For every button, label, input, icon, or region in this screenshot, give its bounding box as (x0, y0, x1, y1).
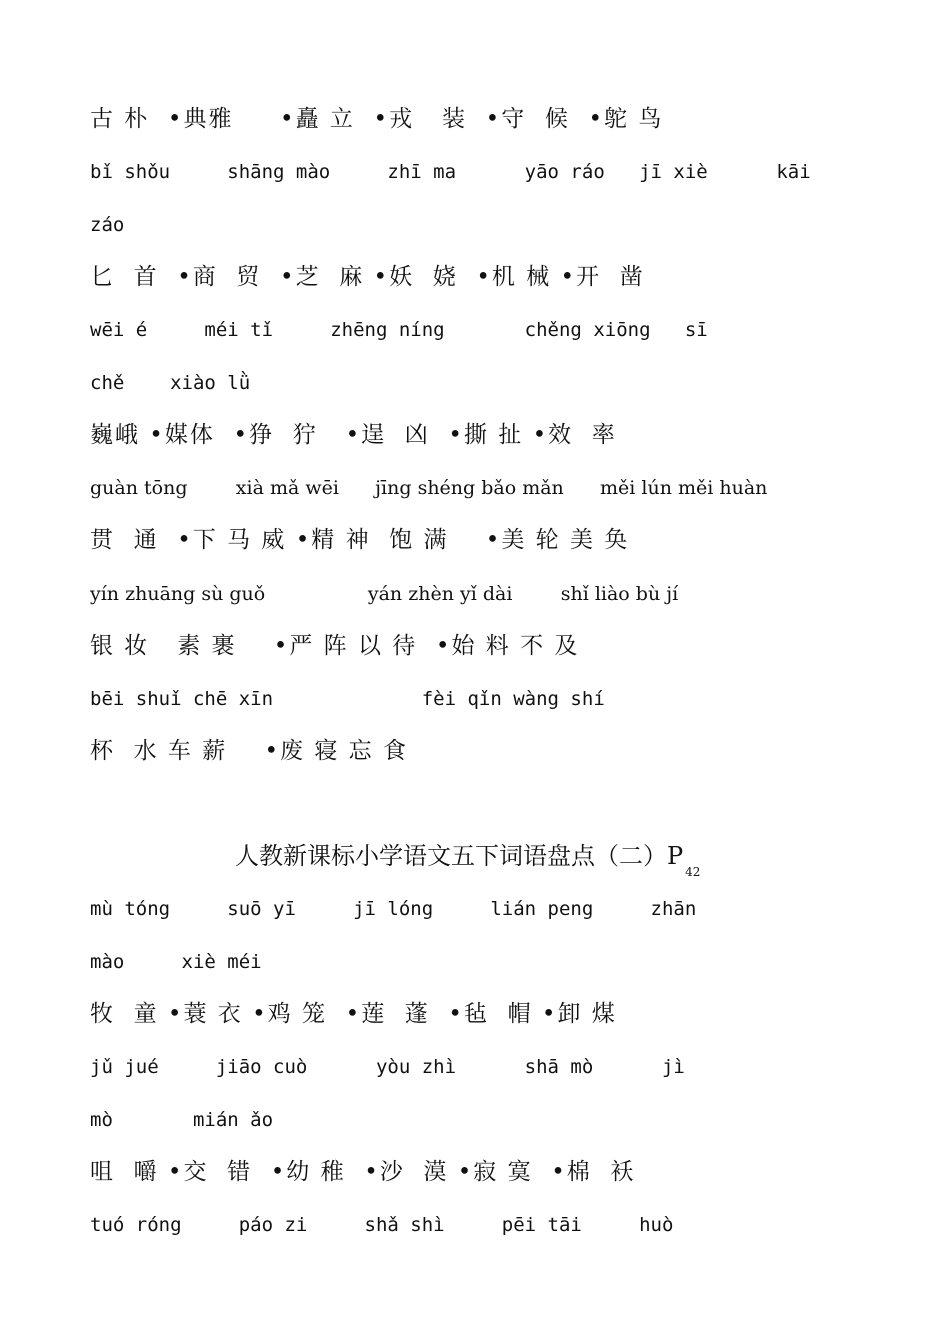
hanzi-line: 古 朴 •典雅 •矗 立 •戎 装 •守 候 •鸵 鸟 (90, 106, 664, 132)
pinyin-line: mù tóng suō yī jī lóng lián peng zhān (90, 898, 697, 920)
hanzi-line: 匕 首 •商 贸 •芝 麻 •妖 娆 •机 械 •开 凿 (90, 264, 645, 290)
pinyin-line: mò mián ǎo (90, 1109, 274, 1131)
pinyin-line: bǐ shǒu shāng mào zhī ma yāo ráo jī xiè kāi (90, 161, 811, 183)
hanzi-line: 牧 童 •蓑 衣 •鸡 笼 •莲 蓬 •毡 帽 •卸 煤 (90, 1001, 617, 1027)
pinyin-line: chě xiào lǜ (90, 372, 251, 394)
pinyin-line: wēi é méi tǐ zhēng níng chěng xiōng sī (90, 319, 708, 341)
page-reference-subscript: 42 (685, 865, 701, 879)
pinyin-line: záo (90, 214, 125, 236)
hanzi-line: 咀 嚼 •交 错 •幼 稚 •沙 漠 •寂 寞 •棉 袄 (90, 1159, 636, 1185)
pinyin-line: yín zhuāng sù guǒ yán zhèn yǐ dài shǐ liào bù jí (90, 583, 679, 605)
hanzi-line: 银 妆 素 裹 •严 阵 以 待 •始 料 不 及 (90, 633, 580, 659)
section-title (235, 836, 700, 880)
section-title-text: 人教新课标小学语文五下词语盘点（二）P (235, 842, 684, 870)
pinyin-line: guàn tōng xià mǎ wēi jīng shéng bǎo mǎn měi lún měi huàn (90, 477, 768, 499)
pinyin-line: jǔ jué jiāo cuò yòu zhì shā mò jì (90, 1056, 685, 1078)
pinyin-line: bēi shuǐ chē xīn fèi qǐn wàng shí (90, 688, 605, 710)
hanzi-line: 贯 通 •下 马 威 •精 神 饱 满 •美 轮 美 奂 (90, 527, 630, 553)
pinyin-line: tuó róng páo zi shǎ shì pēi tāi huò (90, 1214, 674, 1236)
hanzi-line: 杯 水 车 薪 •废 寝 忘 食 (90, 738, 408, 764)
pinyin-line: mào xiè méi (90, 951, 262, 973)
hanzi-line: 巍峨 •媒体 •狰 狞 •逞 凶 •撕 扯 •效 率 (90, 422, 617, 448)
